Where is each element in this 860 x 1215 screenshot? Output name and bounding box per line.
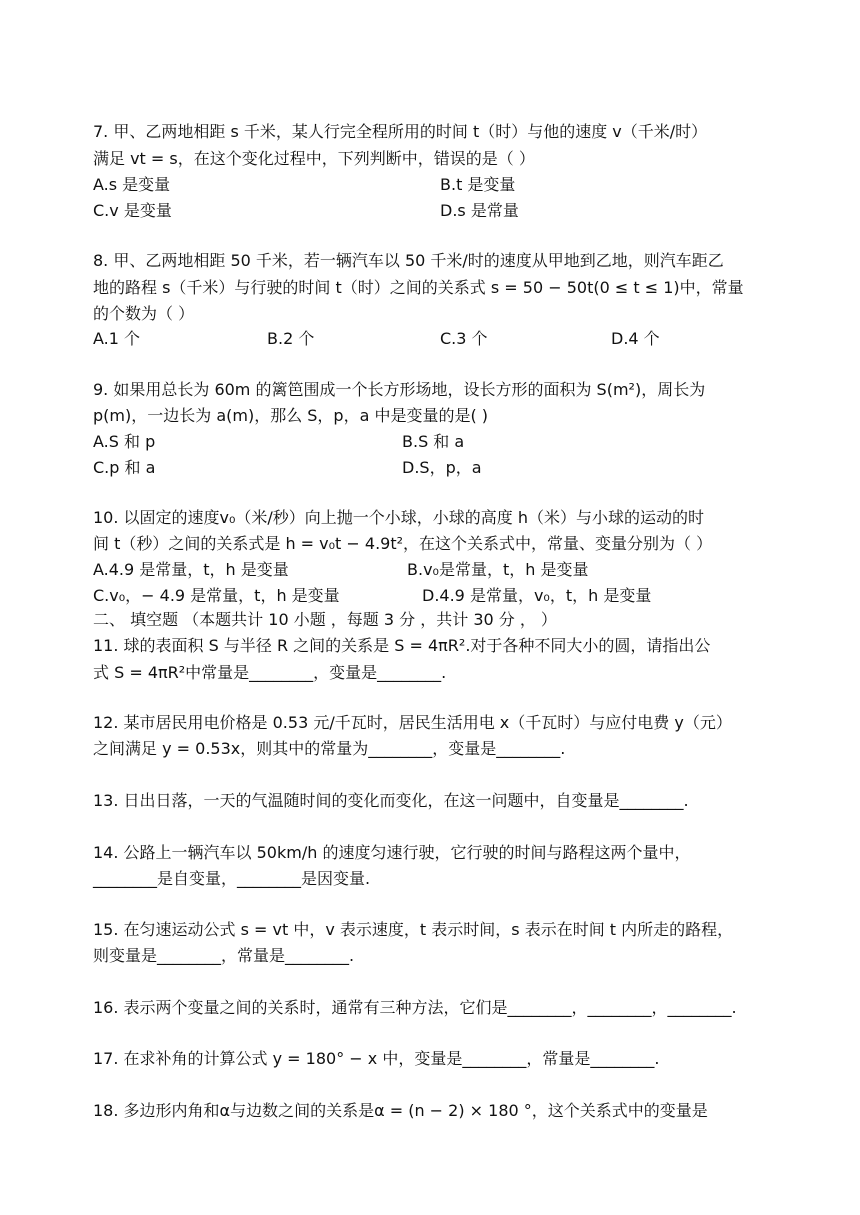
q10-option-a: A.4.9 是常量，t，h 是变量 — [93, 560, 289, 579]
q8-option-c: C.3 个 — [440, 329, 488, 348]
q14-line1: 14. 公路上一辆汽车以 50km/h 的速度匀速行驶，它行驶的时间与路程这两个量中， — [93, 843, 691, 862]
q9-line2: p(m)，一边长为 a(m)，那么 S，p，a 中是变量的是( ) — [93, 406, 489, 425]
q8-line3: 的个数为（ ） — [93, 304, 195, 323]
q9-option-b: B.S 和 a — [402, 432, 465, 451]
q7-option-c: C.v 是变量 — [93, 201, 172, 220]
q9-option-a: A.S 和 p — [93, 432, 156, 451]
q8-option-a: A.1 个 — [93, 329, 141, 348]
q10-line2: 间 t（秒）之间的关系式是 h = v₀t − 4.9t²，在这个关系式中，常量、变量分别为（ ） — [93, 534, 713, 553]
q15-line2: 则变量是________，常量是________. — [93, 946, 355, 965]
q14-line2: ________是自变量，________是因变量. — [93, 869, 371, 888]
q10-option-d: D.4.9 是常量，v₀，t，h 是变量 — [422, 586, 652, 605]
q7-option-a: A.s 是变量 — [93, 175, 171, 194]
q11-line1: 11. 球的表面积 S 与半径 R 之间的关系是 S = 4πR².对于各种不同大小的圆，请指出公 — [93, 636, 711, 655]
q18-text: 18. 多边形内角和α与边数之间的关系是α = (n − 2) × 180 °，这个关系式中的变量是 — [93, 1101, 708, 1120]
q10-line1: 10. 以固定的速度v₀（米/秒）向上抛一个小球，小球的高度 h（米）与小球的运动的时 — [93, 508, 705, 527]
q7-line2: 满足 vt = s，在这个变化过程中，下列判断中，错误的是（ ） — [93, 149, 535, 168]
q8-line2: 地的路程 s（千米）与行驶的时间 t（时）之间的关系式 s = 50 − 50t(0 ≤ t ≤ 1)中，常量 — [93, 278, 744, 297]
q12-line1: 12. 某市居民用电价格是 0.53 元/千瓦时，居民生活用电 x（千瓦时）与应付电费 y（元） — [93, 713, 732, 732]
q10-option-c: C.v₀，− 4.9 是常量，t，h 是变量 — [93, 586, 340, 605]
q13-text: 13. 日出日落，一天的气温随时间的变化而变化，在这一问题中，自变量是________. — [93, 791, 689, 810]
q16-text: 16. 表示两个变量之间的关系时，通常有三种方法，它们是________，________，________. — [93, 998, 737, 1017]
q7-option-b: B.t 是变量 — [440, 175, 516, 194]
q9-option-c: C.p 和 a — [93, 458, 156, 477]
q10-option-b: B.v₀是常量，t，h 是变量 — [407, 560, 589, 579]
q11-line2: 式 S = 4πR²中常量是________，变量是________. — [93, 663, 447, 682]
q8-option-b: B.2 个 — [267, 329, 315, 348]
q9-option-d: D.S，p，a — [402, 458, 482, 477]
q7-line1: 7. 甲、乙两地相距 s 千米，某人行完全程所用的时间 t（时）与他的速度 v（千米/时） — [93, 122, 708, 141]
q7-option-d: D.s 是常量 — [440, 201, 519, 220]
section-heading-fill-in: 二、 填空题 （本题共计 10 小题 ，每题 3 分 ，共计 30 分 ， ） — [93, 610, 557, 629]
q8-option-d: D.4 个 — [611, 329, 660, 348]
q17-text: 17. 在求补角的计算公式 y = 180° − x 中，变量是________，常量是________. — [93, 1049, 660, 1068]
q8-line1: 8. 甲、乙两地相距 50 千米，若一辆汽车以 50 千米/时的速度从甲地到乙地，则汽车距乙 — [93, 251, 724, 270]
q12-line2: 之间满足 y = 0.53x，则其中的常量为________，变量是________. — [93, 739, 566, 758]
q9-line1: 9. 如果用总长为 60m 的篱笆围成一个长方形场地，设长方形的面积为 S(m²)，周长为 — [93, 380, 706, 399]
q15-line1: 15. 在匀速运动公式 s = vt 中，v 表示速度，t 表示时间，s 表示在时间 t 内所走的路程， — [93, 920, 734, 939]
